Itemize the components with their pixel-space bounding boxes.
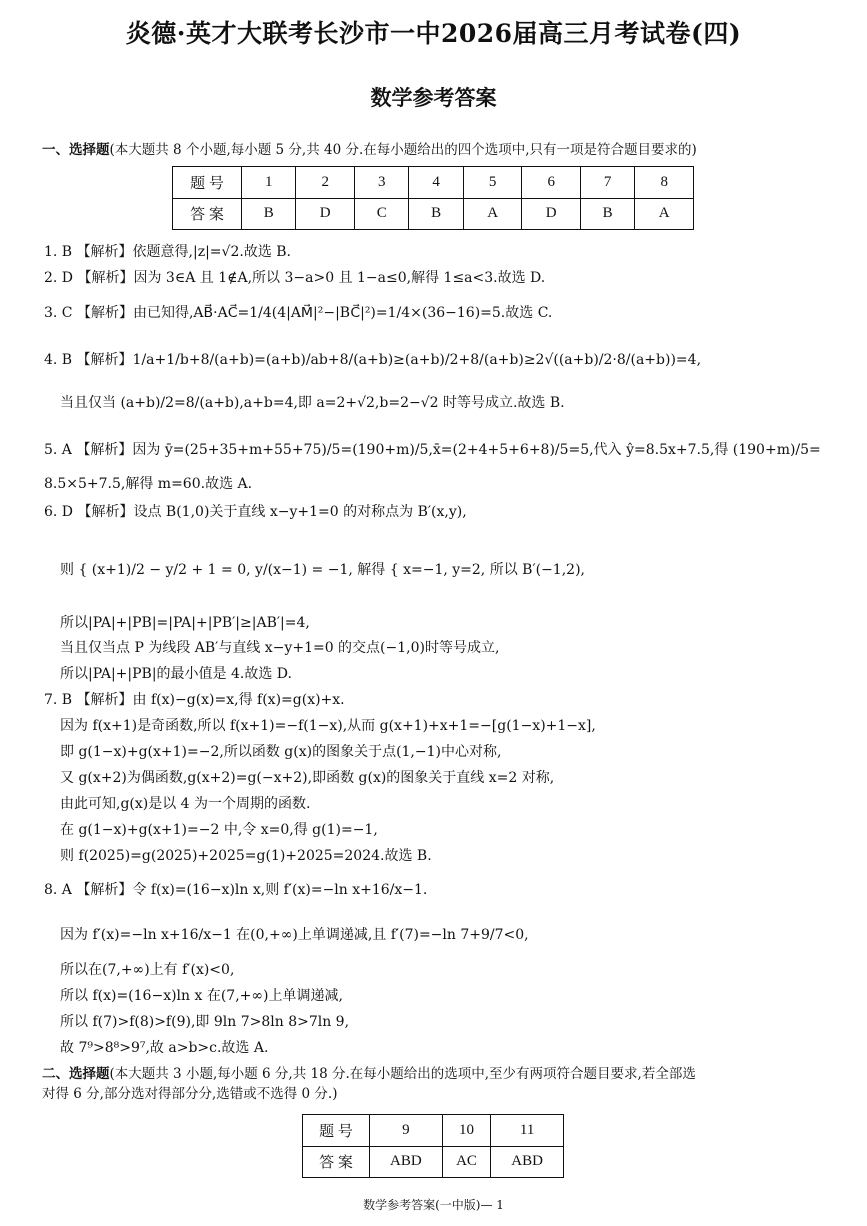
table-answer: B xyxy=(580,198,634,230)
table-num: 7 xyxy=(580,167,634,199)
solution-line: 则 { (x+1)/2 − y/2 + 1 = 0, y/(x−1) = −1, 解得 { x=−1, y=2, 所以 B′(−1,2), xyxy=(60,562,585,578)
solution-line: 1. B 【解析】依题意得,|z|=√2.故选 B. xyxy=(44,244,292,260)
solution-line: 由此可知,g(x)是以 4 为一个周期的函数. xyxy=(60,796,311,812)
solution-line: 所以 f(x)=(16−x)ln x 在(7,+∞)上单调递减, xyxy=(60,988,343,1004)
table-num: 3 xyxy=(354,167,408,199)
table-answer: B xyxy=(242,198,296,230)
answer-table-1-num-row xyxy=(173,167,694,199)
table-num: 10 xyxy=(442,1115,491,1147)
solution-line: 5. A 【解析】因为 ȳ=(25+35+m+55+75)/5=(190+m)/5,x̄=(2+4+5+6+8)/5=5,代入 ŷ=8.5x+7.5,得 (190+m)/5= xyxy=(44,442,821,458)
section2-header xyxy=(42,1064,842,1104)
table-num: 11 xyxy=(491,1115,564,1147)
answer-table-2-num-row xyxy=(303,1115,564,1147)
table-answer: ABD xyxy=(370,1146,443,1178)
table-label-ans: 答 案 xyxy=(173,198,242,230)
table-answer: D xyxy=(522,198,581,230)
section1-heading: 一、选择题 xyxy=(42,142,110,158)
page-footer: 数学参考答案(一中版)— 1 xyxy=(363,1198,504,1212)
answer-table-2 xyxy=(302,1114,564,1178)
solution-line: 8. A 【解析】令 f(x)=(16−x)ln x,则 f′(x)=−ln x+16/x−1. xyxy=(44,882,428,898)
page-title: 炎德·英才大联考长沙市一中2026届高三月考试卷(四) xyxy=(125,19,742,48)
solution-line: 则 f(2025)=g(2025)+2025=g(1)+2025=2024.故选 B. xyxy=(60,848,432,864)
table-num: 9 xyxy=(370,1115,443,1147)
answer-table-1-ans-row xyxy=(173,198,694,230)
solution-line: 因为 f(x+1)是奇函数,所以 f(x+1)=−f(1−x),从而 g(x+1)+x+1=−[g(1−x)+1−x], xyxy=(60,718,596,734)
table-num: 4 xyxy=(409,167,463,199)
section2-desc2: 对得 6 分,部分选对得部分分,选错或不选得 0 分.) xyxy=(42,1086,338,1102)
solution-line: 当且仅当点 P 为线段 AB′与直线 x−y+1=0 的交点(−1,0)时等号成立, xyxy=(60,640,500,656)
answer-table-1 xyxy=(172,166,694,230)
table-answer: C xyxy=(354,198,408,230)
solution-line: 8.5×5+7.5,解得 m=60.故选 A. xyxy=(44,476,253,492)
solution-line: 所以在(7,+∞)上有 f′(x)<0, xyxy=(60,962,235,978)
table-label-num: 题 号 xyxy=(173,167,242,199)
table-answer: D xyxy=(296,198,355,230)
solution-line: 所以|PA|+|PB|的最小值是 4.故选 D. xyxy=(60,666,292,682)
table-answer: A xyxy=(463,198,522,230)
solution-line: 所以 f(7)>f(8)>f(9),即 9ln 7>8ln 8>7ln 9, xyxy=(60,1014,350,1030)
table-num: 1 xyxy=(242,167,296,199)
answer-table-2-ans-row xyxy=(303,1146,564,1178)
solution-line: 2. D 【解析】因为 3∈A 且 1∉A,所以 3−a>0 且 1−a≤0,解得 1≤a<3.故选 D. xyxy=(44,270,546,286)
section2-desc1: (本大题共 3 小题,每小题 6 分,共 18 分.在每小题给出的选项中,至少有两项符合题目要求,若全部选 xyxy=(109,1066,696,1082)
table-answer: B xyxy=(409,198,463,230)
table-answer: A xyxy=(635,198,694,230)
table-answer: ABD xyxy=(491,1146,564,1178)
page-subtitle: 数学参考答案 xyxy=(370,85,497,110)
table-label-ans: 答 案 xyxy=(303,1146,370,1178)
solution-line: 4. B 【解析】1/a+1/b+8/(a+b)=(a+b)/ab+8/(a+b)≥(a+b)/2+8/(a+b)≥2√((a+b)/2·8/(a+b))=4, xyxy=(44,352,702,368)
solution-line: 6. D 【解析】设点 B(1,0)关于直线 x−y+1=0 的对称点为 B′(x,y), xyxy=(44,504,467,520)
table-num: 5 xyxy=(463,167,522,199)
solution-line: 7. B 【解析】由 f(x)−g(x)=x,得 f(x)=g(x)+x. xyxy=(44,692,345,708)
table-answer: AC xyxy=(442,1146,491,1178)
table-label-num: 题 号 xyxy=(303,1115,370,1147)
solution-line: 所以|PA|+|PB|=|PA|+|PB′|≥|AB′|=4, xyxy=(60,615,310,631)
solution-line: 在 g(1−x)+g(x+1)=−2 中,令 x=0,得 g(1)=−1, xyxy=(60,822,378,838)
solution-line: 因为 f′(x)=−ln x+16/x−1 在(0,+∞)上单调递减,且 f′(7)=−ln 7+9/7<0, xyxy=(60,927,529,943)
solution-line: 故 7⁹>8⁸>9⁷,故 a>b>c.故选 A. xyxy=(60,1040,269,1056)
section1-desc: (本大题共 8 个小题,每小题 5 分,共 40 分.在每小题给出的四个选项中,只有一项是符合题目要求的) xyxy=(109,142,697,158)
solution-line: 又 g(x+2)为偶函数,g(x+2)=g(−x+2),即函数 g(x)的图象关于直线 x=2 对称, xyxy=(60,770,555,786)
table-num: 2 xyxy=(296,167,355,199)
table-num: 6 xyxy=(522,167,581,199)
section2-heading: 二、选择题 xyxy=(42,1066,110,1082)
solution-line: 3. C 【解析】由已知得,AB⃗·AC⃗=1/4(4|AM⃗|²−|BC⃗|²)=1/4×(36−16)=5.故选 C. xyxy=(44,305,553,321)
section1-header xyxy=(42,140,842,160)
table-num: 8 xyxy=(635,167,694,199)
solution-line: 即 g(1−x)+g(x+1)=−2,所以函数 g(x)的图象关于点(1,−1)中心对称, xyxy=(60,744,502,760)
solution-line: 当且仅当 (a+b)/2=8/(a+b),a+b=4,即 a=2+√2,b=2−√2 时等号成立.故选 B. xyxy=(60,395,565,411)
